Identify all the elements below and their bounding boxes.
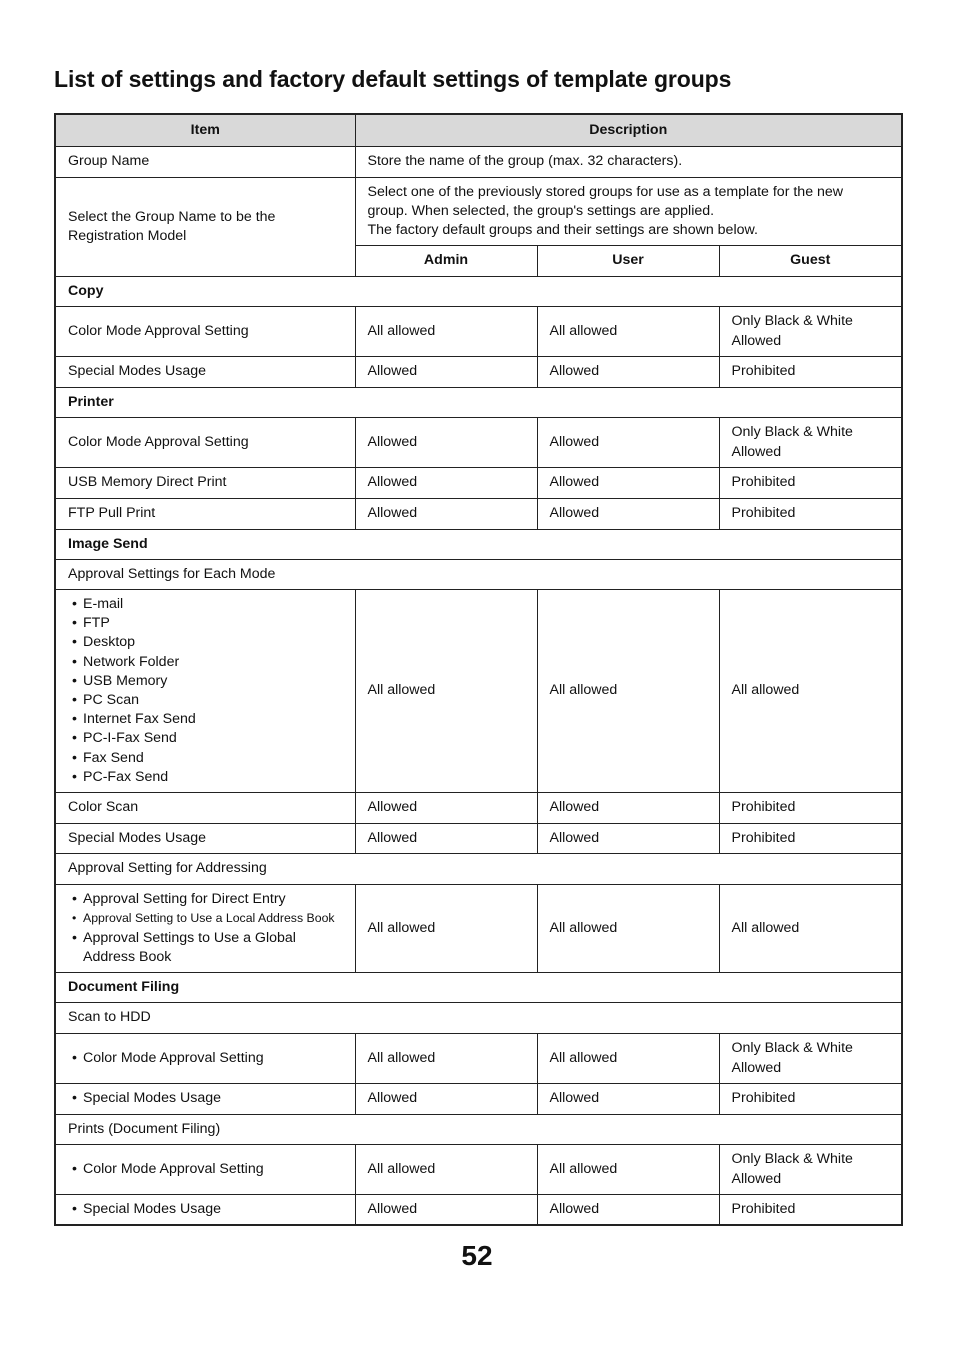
- row-user: All allowed: [537, 885, 719, 973]
- row-item: Special Modes Usage: [55, 824, 355, 854]
- list-item: • USB Memory: [68, 672, 343, 691]
- row-item: [55, 1195, 355, 1225]
- list-item: • Approval Setting for Direct Entry: [68, 890, 343, 909]
- table-row: [55, 418, 902, 468]
- subsection-scan-to-hdd: Scan to HDD: [55, 1003, 902, 1034]
- header-item: Item: [55, 114, 355, 147]
- row-user: Allowed: [537, 1084, 719, 1115]
- registration-desc: Select one of the previously stored groups for use as a template for the new group. When selected, the group's settings are applied. The factory default groups and their settings are shown below.: [355, 178, 902, 246]
- row-user: Allowed: [537, 357, 719, 388]
- list-item: • Special Modes Usage: [68, 1200, 343, 1219]
- row-user: All allowed: [537, 590, 719, 793]
- col-guest: Guest: [719, 246, 902, 277]
- table-row: [55, 590, 902, 793]
- row-admin: Allowed: [355, 418, 537, 468]
- subsection-approval-addressing: Approval Setting for Addressing: [55, 854, 902, 885]
- subsection-row: [55, 560, 902, 590]
- row-user: Allowed: [537, 793, 719, 824]
- row-user: Allowed: [537, 468, 719, 499]
- table-row: [55, 1084, 902, 1115]
- table-row: [55, 178, 902, 246]
- row-admin: All allowed: [355, 885, 537, 973]
- row-guest: Prohibited: [719, 1195, 902, 1225]
- row-admin: Allowed: [355, 1084, 537, 1115]
- list-item: • Desktop: [68, 633, 343, 652]
- row-user: Allowed: [537, 499, 719, 530]
- row-guest: All allowed: [719, 590, 902, 793]
- row-guest: Prohibited: [719, 468, 902, 499]
- list-item: • Network Folder: [68, 653, 343, 672]
- row-user: All allowed: [537, 307, 719, 357]
- row-guest: All allowed: [719, 885, 902, 973]
- table-row: [55, 1034, 902, 1084]
- section-copy: Copy: [55, 277, 902, 307]
- col-user: User: [537, 246, 719, 277]
- row-item: Special Modes Usage: [55, 357, 355, 388]
- list-item: • PC Scan: [68, 691, 343, 710]
- addressing-list-cell: [55, 885, 355, 973]
- modes-list: [68, 595, 343, 787]
- table-row: [55, 147, 902, 178]
- subsection-row: [55, 1003, 902, 1034]
- page-title: List of settings and factory default settings of template groups: [54, 66, 732, 92]
- row-user: All allowed: [537, 1145, 719, 1195]
- table-row: [55, 793, 902, 824]
- table-row: [55, 1195, 902, 1225]
- page-number: 52: [461, 1240, 493, 1271]
- settings-table: [54, 113, 903, 1226]
- row-item: [55, 1034, 355, 1084]
- subsection-row: [55, 1115, 902, 1145]
- section-row: [55, 973, 902, 1003]
- registration-item: Select the Group Name to be the Registration Model: [55, 178, 355, 277]
- section-row: [55, 388, 902, 418]
- row-admin: All allowed: [355, 1145, 537, 1195]
- row-admin: Allowed: [355, 824, 537, 854]
- table-row: [55, 307, 902, 357]
- group-name-desc: Store the name of the group (max. 32 characters).: [355, 147, 902, 178]
- list-item: • PC-Fax Send: [68, 768, 343, 787]
- row-admin: Allowed: [355, 499, 537, 530]
- list-item: • Color Mode Approval Setting: [68, 1160, 343, 1179]
- row-user: All allowed: [537, 1034, 719, 1084]
- table-row: [55, 499, 902, 530]
- row-guest: Prohibited: [719, 793, 902, 824]
- row-admin: Allowed: [355, 357, 537, 388]
- list-item: • FTP: [68, 614, 343, 633]
- table-row: [55, 468, 902, 499]
- table-row: [55, 1145, 902, 1195]
- row-guest: Only Black & White Allowed: [719, 307, 902, 357]
- list-item: • Color Mode Approval Setting: [68, 1049, 343, 1068]
- table-row: [55, 357, 902, 388]
- list-item: • Approval Settings to Use a Global Address Book: [68, 929, 343, 967]
- section-document-filing: Document Filing: [55, 973, 902, 1003]
- list-item: • Approval Setting to Use a Local Address Book: [68, 909, 343, 928]
- group-name-item: Group Name: [55, 147, 355, 178]
- list-item: • PC-I-Fax Send: [68, 729, 343, 748]
- row-guest: Prohibited: [719, 824, 902, 854]
- row-admin: Allowed: [355, 468, 537, 499]
- row-admin: All allowed: [355, 307, 537, 357]
- row-item: Color Scan: [55, 793, 355, 824]
- subsection-approval-each-mode: Approval Settings for Each Mode: [55, 560, 902, 590]
- subsection-prints: Prints (Document Filing): [55, 1115, 902, 1145]
- list-item: • Fax Send: [68, 749, 343, 768]
- row-user: Allowed: [537, 418, 719, 468]
- row-item: [55, 1145, 355, 1195]
- row-admin: All allowed: [355, 590, 537, 793]
- row-admin: Allowed: [355, 793, 537, 824]
- row-item: Color Mode Approval Setting: [55, 307, 355, 357]
- modes-list-cell: [55, 590, 355, 793]
- list-item: • Internet Fax Send: [68, 710, 343, 729]
- row-guest: Only Black & White Allowed: [719, 1145, 902, 1195]
- row-item: USB Memory Direct Print: [55, 468, 355, 499]
- row-guest: Prohibited: [719, 357, 902, 388]
- row-guest: Only Black & White Allowed: [719, 1034, 902, 1084]
- row-guest: Prohibited: [719, 499, 902, 530]
- row-item: [55, 1084, 355, 1115]
- row-admin: All allowed: [355, 1034, 537, 1084]
- row-guest: Only Black & White Allowed: [719, 418, 902, 468]
- table-row: [55, 824, 902, 854]
- row-item: FTP Pull Print: [55, 499, 355, 530]
- row-admin: Allowed: [355, 1195, 537, 1225]
- section-row: [55, 530, 902, 560]
- row-user: Allowed: [537, 1195, 719, 1225]
- header-description: Description: [355, 114, 902, 147]
- section-printer: Printer: [55, 388, 902, 418]
- header-row: [55, 114, 902, 147]
- addressing-list: [68, 890, 343, 967]
- section-image-send: Image Send: [55, 530, 902, 560]
- row-user: Allowed: [537, 824, 719, 854]
- section-row: [55, 277, 902, 307]
- subsection-row: [55, 854, 902, 885]
- row-guest: Prohibited: [719, 1084, 902, 1115]
- row-item: Color Mode Approval Setting: [55, 418, 355, 468]
- list-item: • E-mail: [68, 595, 343, 614]
- table-row: [55, 885, 902, 973]
- list-item: • Special Modes Usage: [68, 1089, 343, 1108]
- col-admin: Admin: [355, 246, 537, 277]
